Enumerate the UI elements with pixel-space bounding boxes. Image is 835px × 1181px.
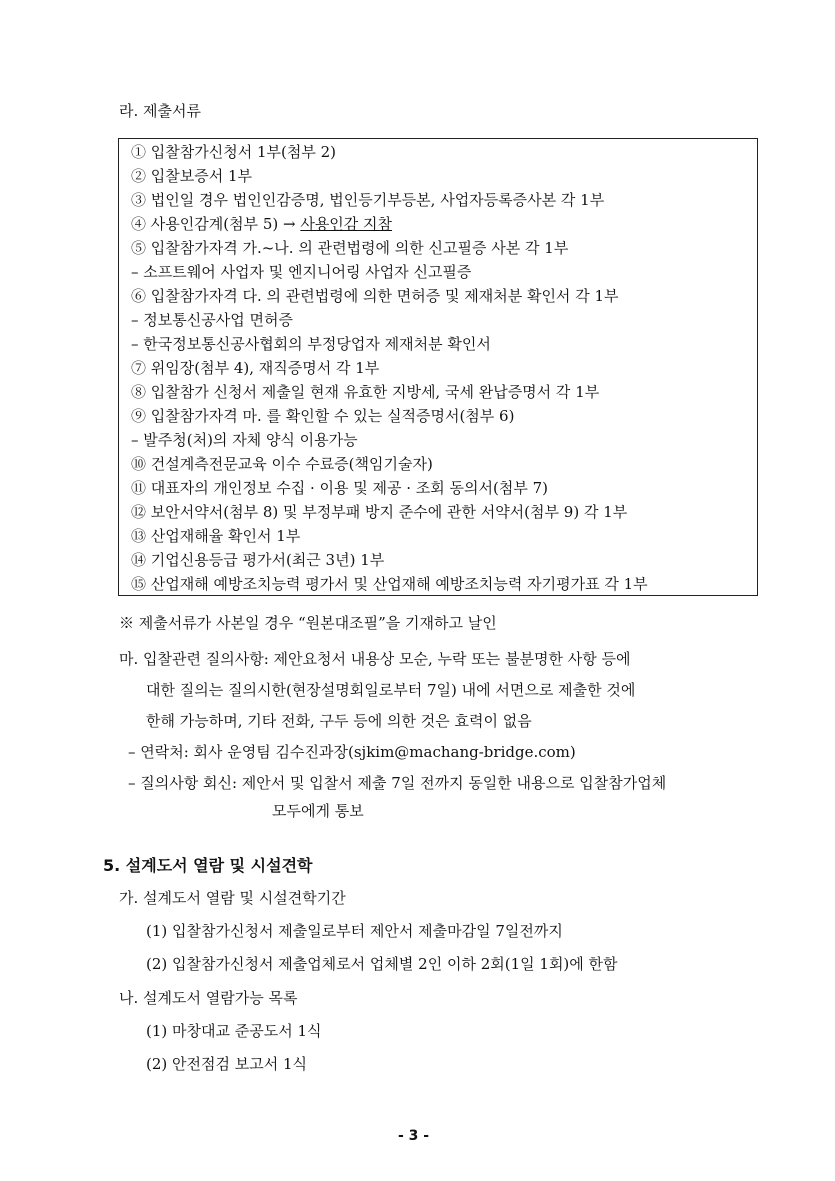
section-ma-line: 한해 가능하며, 기타 전화, 구두 등에 의한 것은 효력이 없음 <box>146 712 532 730</box>
document-item: ② 입찰보증서 1부 <box>131 167 253 185</box>
section-ma-line: 마. 입찰관련 질의사항: 제안요청서 내용상 모순, 누락 또는 불분명한 사항 등에 <box>119 650 631 668</box>
document-item: ③ 법인일 경우 법인인감증명, 법인등기부등본, 사업자등록증사본 각 1부 <box>131 191 605 209</box>
page-number: - 3 - <box>398 1128 430 1144</box>
section-ma-line: 대한 질의는 질의시한(현장설명회일로부터 7일) 내에 서면으로 제출한 것에 <box>146 681 636 699</box>
section-5-ga: 가. 설계도서 열람 및 시설견학기간 <box>119 889 346 907</box>
section-5-ga-item: (2) 입찰참가신청서 제출업체로서 업체별 2인 이하 2회(1일 1회)에 한함 <box>146 955 618 973</box>
document-item: ⑦ 위임장(첨부 4), 재직증명서 각 1부 <box>131 359 380 377</box>
document-item: ⑤ 입찰참가자격 가.~나. 의 관련법령에 의한 신고필증 사본 각 1부 <box>131 239 569 257</box>
document-item: ⑪ 대표자의 개인정보 수집 · 이용 및 제공 · 조회 동의서(첨부 7) <box>131 479 549 497</box>
document-item: ⑫ 보안서약서(첨부 8) 및 부정부패 방지 준수에 관한 서약서(첨부 9) 각 1부 <box>131 503 628 521</box>
document-subitem: – 정보통신공사업 면허증 <box>131 311 293 329</box>
document-item-underlined: 사용인감 지참 <box>300 215 393 233</box>
section-5-ga-item: (1) 입찰참가신청서 제출일로부터 제안서 제출마감일 7일전까지 <box>146 922 563 940</box>
notice-note: ※ 제출서류가 사본일 경우 “원본대조필”을 기재하고 날인 <box>119 614 497 632</box>
document-item: ① 입찰참가신청서 1부(첨부 2) <box>131 143 336 161</box>
document-list-box <box>118 138 758 596</box>
section-5-heading: 5. 설계도서 열람 및 시설견학 <box>103 856 313 875</box>
reply-line: – 질의사항 회신: 제안서 및 입찰서 제출 7일 전까지 동일한 내용으로 입찰참가업체 <box>128 774 667 792</box>
document-subitem: – 발주청(처)의 자체 양식 이용가능 <box>131 431 358 449</box>
document-item: ⑬ 산업재해율 확인서 1부 <box>131 527 301 545</box>
document-item <box>131 213 392 234</box>
reply-line-cont: 모두에게 통보 <box>272 802 364 820</box>
document-item: ⑮ 산업재해 예방조치능력 평가서 및 산업재해 예방조치능력 자기평가표 각 1부 <box>131 575 648 593</box>
document-item-text: ④ 사용인감계(첨부 5) → <box>131 215 301 233</box>
section-5-na-item: (1) 마창대교 준공도서 1식 <box>146 1022 322 1040</box>
contact-line: – 연락처: 회사 운영팀 김수진과장(sjkim@machang-bridge.com) <box>128 743 576 761</box>
document-subitem: – 한국정보통신공사협회의 부정당업자 제재처분 확인서 <box>131 335 491 353</box>
document-item: ⑨ 입찰참가자격 마. 를 확인할 수 있는 실적증명서(첨부 6) <box>131 407 515 425</box>
document-item: ⑥ 입찰참가자격 다. 의 관련법령에 의한 면허증 및 제재처분 확인서 각 1부 <box>131 287 619 305</box>
document-item: ⑭ 기업신용등급 평가서(최근 3년) 1부 <box>131 551 385 569</box>
section-5-na: 나. 설계도서 열람가능 목록 <box>119 989 298 1007</box>
document-item: ⑧ 입찰참가 신청서 제출일 현재 유효한 지방세, 국세 완납증명서 각 1부 <box>131 383 600 401</box>
document-item: ⑩ 건설계측전문교육 이수 수료증(책임기술자) <box>131 455 433 473</box>
section-5-na-item: (2) 안전점검 보고서 1식 <box>146 1055 308 1073</box>
section-ra-title: 라. 제출서류 <box>119 102 201 120</box>
document-subitem: – 소프트웨어 사업자 및 엔지니어링 사업자 신고필증 <box>131 263 472 281</box>
